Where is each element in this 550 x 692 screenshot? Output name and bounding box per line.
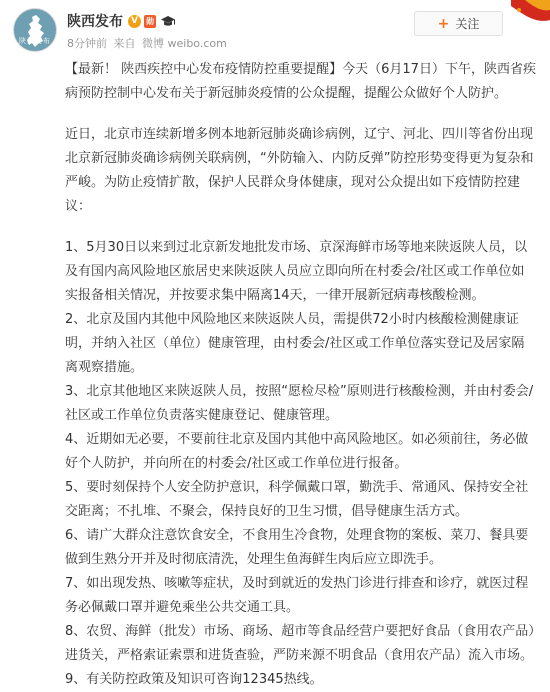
vip-badge[interactable]: V: [128, 15, 141, 28]
name-row: [67, 12, 176, 30]
post-content: [65, 58, 537, 692]
medal-badge[interactable]: 勋: [146, 16, 154, 26]
account-name[interactable]: 陕西发布: [67, 14, 123, 30]
post-meta: [67, 35, 230, 51]
festive-decoration: [505, 0, 550, 30]
advice-item-7: 7、如出现发热、咳嗽等症状，及时到就近的发热门诊进行排查和诊疗，就医过程务必佩戴口罩并避免乘坐公共交通工具。: [65, 576, 529, 615]
plus-icon: +: [437, 15, 450, 32]
post-source[interactable]: 微博 weibo.com: [142, 37, 227, 50]
avatar[interactable]: [13, 8, 57, 52]
advice-item-1: 1、5月30日以来到过北京新发地批发市场、京深海鲜市场等地来陕返陕人员，以及有国内高风险地区旅居史来陕返陕人员应立即向所在村委会/社区或工作单位如实报备相关情况，并按要求集中隔离14天，一律开展新冠病毒核酸检测。: [65, 240, 528, 303]
advice-item-3: 3、北京其他地区来陕返陕人员，按照“愿检尽检”原则进行核酸检测，并由村委会/社区或工作单位负责落实健康登记、健康管理。: [65, 384, 534, 423]
post-paragraph-intro: 【最新！ 陕西疾控中心发布疫情防控重要提醒】今天（6月17日）下午，陕西省疾病预防控制中心发布关于新冠肺炎疫情的公众提醒，提醒公众做好个人防护。: [65, 62, 536, 101]
graduation-cap-icon[interactable]: [160, 15, 176, 28]
post-paragraph-background: 近日，北京市连续新增多例本地新冠肺炎确诊病例，辽宁、河北、四川等省份出现北京新冠肺炎确诊病例关联病例，“外防输入、内防反弹”防控形势变得更为复杂和严峻。为防止疫情扩散，保护人民群众身体健康，现对公众提出如下疫情防控建议：: [65, 127, 534, 214]
advice-item-9: 9、有关防控政策及知识可咨询12345热线。: [65, 672, 323, 687]
follow-button[interactable]: [414, 11, 503, 36]
avatar-caption: 陕西发布: [19, 37, 51, 45]
advice-item-8: 8、农贸、海鲜（批发）市场、商场、超市等食品经营户要把好食品（食用农产品）进货关，严格索证索票和进货查验，严防来源不明食品（食用农产品）流入市场。: [65, 624, 535, 663]
follow-button-label: 关注: [455, 17, 480, 31]
advice-item-4: 4、近期如无必要，不要前往北京及国内其他中高风险地区。如必须前往，务必做好个人防护，并向所在的村委会/社区或工作单位进行报备。: [65, 432, 529, 471]
advice-item-6: 6、请广大群众注意饮食安全，不食用生冷食物，处理食物的案板、菜刀、餐具要做到生熟分开并及时彻底清洗，处理生鱼海鲜生肉后应立即洗手。: [65, 528, 529, 567]
post-header: [0, 0, 550, 60]
advice-item-2: 2、北京及国内其他中风险地区来陕返陕人员，需提供72小时内核酸检测健康证明，并纳入社区（单位）健康管理，由村委会/社区或工作单位落实登记及居家隔离观察措施。: [65, 312, 525, 375]
post-time[interactable]: 8分钟前: [67, 37, 107, 50]
advice-item-5: 5、要时刻保持个人安全防护意识，科学佩戴口罩，勤洗手、常通风、保持安全社交距离；不扎堆、不聚会，保持良好的卫生习惯，倡导健康生活方式。: [65, 480, 529, 519]
from-label: 来自: [113, 37, 136, 50]
